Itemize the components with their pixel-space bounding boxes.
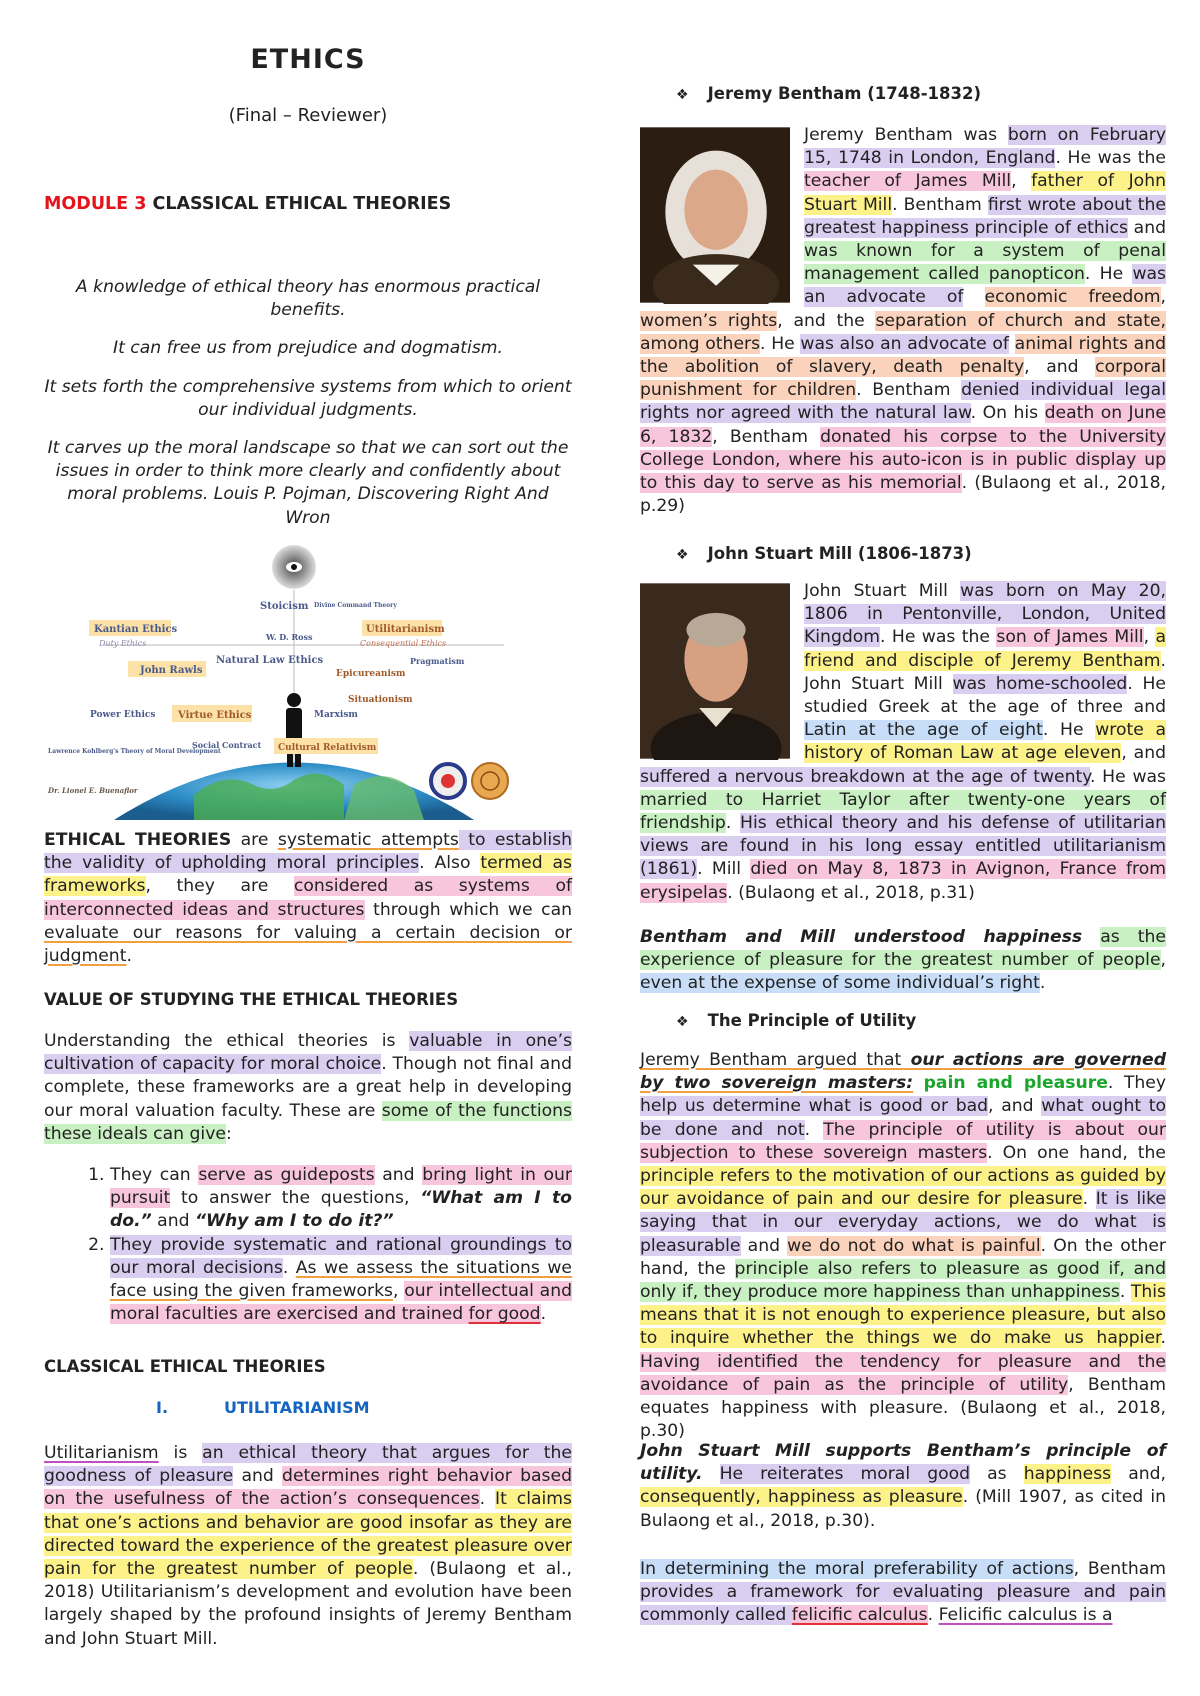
highlight: to establish the validity of upholding moral principles: [44, 830, 572, 874]
highlight: termed as frameworks: [44, 853, 572, 897]
highlight: married to Harriet Taylor after twenty-one years of friendship: [640, 789, 1166, 834]
mill-heading: [676, 544, 1200, 563]
label-divine-command: Divine Command Theory: [314, 602, 397, 609]
utility-heading: [676, 1011, 1200, 1030]
felicific-paragraph: [640, 1558, 1166, 1628]
highlight: son of James Mill: [996, 627, 1144, 648]
highlight: They provide systematic and rational groundings to our moral decisions: [110, 1234, 572, 1278]
section-heading: VALUE OF STUDYING THE ETHICAL THEORIES: [44, 990, 459, 1009]
highlight: Latin at the age of eight: [804, 720, 1043, 741]
mill-portrait: [640, 582, 790, 760]
highlight: economic freedom: [984, 287, 1161, 308]
highlight: even at the expense of some individual’s right: [640, 973, 1040, 994]
highlight: This means that it is not enough to experience pleasure, but also to inquire whether the things we do make us happier: [640, 1282, 1166, 1349]
diamond-bullet-icon: ❖: [676, 547, 689, 563]
highlight: considered as systems of interconnected ideas and structures: [44, 876, 573, 920]
seal-icon: [472, 763, 508, 799]
question: “What am I to do.”: [110, 1188, 572, 1232]
highlight: father of John Stuart Mill: [804, 171, 1166, 215]
highlight: The principle of utility is about our subjection to these sovereign masters: [640, 1119, 1166, 1163]
module-number: MODULE 3: [44, 194, 147, 214]
highlight: was born on May 20, 1806 in Pentonville, London, United Kingdom: [804, 581, 1167, 648]
label-social-contract: Social Contract: [192, 740, 262, 750]
highlight: happiness: [1023, 1464, 1112, 1485]
bentham-section: [640, 124, 1166, 518]
paragraph: John Stuart Mill supports Bentham’s principle of utility. He reiterates moral good as happiness and, consequently, happiness as pleasure. (Mill 1907, as cited in Bulaong et al., 2018, p.30).: [640, 1441, 1166, 1531]
highlight: wrote a history of Roman Law at age eleven: [804, 720, 1166, 764]
bentham-heading: [676, 84, 1200, 103]
list-item: 2. They provide systematic and rational groundings to our moral decisions. As we assess the situations we face using the given frameworks, our intellectual and moral faculties are exercised and trained for good.: [110, 1234, 572, 1327]
value-section: [44, 990, 572, 1009]
highlight: serve as guideposts: [198, 1165, 375, 1185]
highlight: determines right behavior based on the usefulness of the action’s consequences: [44, 1466, 573, 1510]
emphasis: our actions are governed by two sovereign masters:: [640, 1050, 1167, 1094]
label-pragmatism: Pragmatism: [410, 656, 465, 666]
highlight: for good: [468, 1304, 541, 1325]
question: “Why am I to do it?”: [194, 1211, 394, 1232]
diamond-bullet-icon: ❖: [676, 87, 689, 103]
highlight: felicific calculus: [791, 1605, 928, 1626]
highlight: principle also refers to pleasure as good if, and only if, they produce more happiness than unhappiness: [640, 1258, 1166, 1303]
highlight: donated his corpse to the University College London, where his auto-icon is in public display up to this day to serve as his memorial: [640, 426, 1166, 494]
paragraph: Bentham and Mill understood happiness as the experience of pleasure for the greatest number of people, even at the expense of some individual’s right.: [640, 927, 1166, 994]
highlight: corporal punishment for children: [640, 357, 1166, 401]
highlight: provides a framework for evaluating pleasure and pain commonly called: [640, 1582, 1166, 1626]
label-marxism: Marxism: [314, 710, 358, 720]
paragraph: John Stuart Mill was born on May 20, 1806 in Pentonville, London, United Kingdom. He was the son of James Mill, a friend and disciple of Jeremy Bentham. John Stuart Mill was home-schooled. He studied Greek at the age of three and Latin at the age of eight. He wrote a history of Roman Law at age eleven, and suffered a nervous breakdown at the age of twenty. He was married to Harriet Taylor after twenty-one years of friendship. His ethical theory and his defense of utilitarian views are found in his long essay entitled utilitarianism (1861). Mill died on May 8, 1873 in Avignon, France from erysipelas. (Bulaong et al., 2018, p.31): [640, 581, 1167, 903]
utility-paragraph: [640, 1049, 1166, 1443]
highlight: what ought to be done and not: [640, 1096, 1167, 1140]
label-kantian: Kantian Ethics: [94, 624, 178, 635]
module-heading: [44, 194, 451, 214]
text-span: systematic attempts: [277, 830, 459, 850]
text-span: Utilitarianism: [44, 1443, 159, 1463]
classical-heading-block: [44, 1357, 572, 1376]
paragraph: In determining the moral preferability of actions, Bentham provides a framework for evaluating pleasure and pain commonly called felicific calculus. Felicific calculus is a: [640, 1559, 1167, 1626]
label-natural-law: Natural Law Ethics: [216, 655, 324, 666]
functions-list: [44, 1164, 572, 1326]
highlight: was home-schooled: [952, 673, 1128, 694]
utilitarianism-paragraph: [44, 1442, 572, 1651]
list-item: 1. They can serve as guideposts and bring light in our pursuit to answer the questions, “What am I to do.” and “Why am I to do it?”: [110, 1164, 572, 1234]
pojman-quote: [44, 276, 572, 545]
highlight: an ethical theory that argues for the goodness of pleasure: [44, 1443, 572, 1487]
label-stoicism: Stoicism: [260, 601, 309, 612]
highlight: women’s rights: [640, 310, 778, 331]
highlight: Having identified the tendency for pleasure and the avoidance of pain as the principle of utility: [640, 1351, 1166, 1395]
diamond-bullet-icon: ❖: [676, 1014, 689, 1030]
ethical-theories-definition: [44, 829, 572, 968]
highlight: first wrote about the greatest happiness principle of ethics: [804, 194, 1166, 238]
page-subtitle: (Final – Reviewer): [228, 105, 388, 126]
highlight: His ethical theory and his defense of utilitarian views are found in his long essay entitled utilitarianism (1861): [640, 813, 1166, 880]
highlight: our intellectual and moral faculties are exercised and trained: [110, 1281, 572, 1325]
highlight: suffered a nervous breakdown at the age of twenty: [640, 766, 1090, 787]
section-heading: CLASSICAL ETHICAL THEORIES: [44, 1357, 326, 1376]
highlight: some of the functions these ideals can give: [44, 1100, 572, 1144]
mill-supports-paragraph: [640, 1440, 1166, 1533]
emphasis: John Stuart Mill supports Bentham’s principle of utility.: [640, 1441, 1166, 1485]
label-wd-ross: W. D. Ross: [266, 632, 313, 642]
highlight: valuable in one’s cultivation of capacity for moral choice: [44, 1031, 572, 1075]
functions-list-block: [44, 1164, 572, 1326]
paragraph: Jeremy Bentham was born on February 15, 1748 in London, England. He was the teacher of James Mill, father of John Stuart Mill. Bentham first wrote about the greatest happiness principle of ethics and was known for a system of penal management called panopticon. He was an advocate of economic freedom, women’s rights, and the separation of church and state, among others. He was also an advocate of animal rights and the abolition of slavery, death penalty, and corporal punishment for children. Bentham denied individual legal rights nor agreed with the natural law. On his death on June 6, 1832, Bentham donated his corpse to the University College London, where his auto-icon is in public display up to this day to serve as his memorial. (Bulaong et al., 2018, p.29): [640, 125, 1166, 517]
module-name: CLASSICAL ETHICAL THEORIES: [152, 194, 452, 214]
highlight: In determining the moral preferability of actions: [640, 1559, 1074, 1579]
highlight: death on June 6, 1832: [640, 403, 1166, 447]
highlight: consequently, happiness as pleasure: [640, 1487, 963, 1508]
mill-section: [640, 580, 1166, 905]
roman-numeral: I.: [156, 1398, 169, 1417]
bentham-portrait: [640, 126, 790, 304]
highlight: teacher of James Mill: [804, 171, 1012, 192]
highlight: born on February 15, 1748 in London, England: [804, 125, 1166, 169]
highlight: It is like saying that in our everyday actions, we do what is pleasurable: [640, 1189, 1166, 1256]
label-kohlberg: Lawrence Kohlberg's Theory of Moral Development: [48, 748, 221, 755]
paragraph: Utilitarianism is an ethical theory that argues for the goodness of pleasure and determines right behavior based on the usefulness of the action’s consequences. It claims that one’s actions and behavior are good insofar as they are directed toward the experience of the greatest pleasure over pain for the greatest number of people. (Bulaong et al., 2018) Utilitarianism’s development and evolution have been largely shaped by the profound insights of Jeremy Bentham and John Stuart Mill.: [44, 1443, 573, 1649]
highlight: a friend and disciple of Jeremy Bentham: [804, 627, 1166, 671]
section-heading: Jeremy Bentham (1748-1832): [707, 84, 982, 103]
paragraph: ETHICAL THEORIES are systematic attempts to establish the validity of upholding moral principles. Also termed as frameworks, they are considered as systems of interconnected ideas and structures through which we can evaluate our reasons for valuing a certain decision or judgment.: [44, 830, 573, 967]
highlight: help us determine what is good or bad: [640, 1096, 989, 1117]
label-consequential: Consequential Ethics: [360, 639, 447, 648]
ethics-theories-diagram: [44, 545, 572, 820]
highlight: He reiterates moral good: [719, 1464, 971, 1485]
term: ETHICAL THEORIES: [44, 830, 232, 850]
label-john-rawls: John Rawls: [140, 665, 203, 676]
text-span: evaluate our reasons for valuing a certain decision or judgment: [44, 922, 572, 967]
happiness-paragraph: [640, 926, 1166, 996]
quote-line: It can free us from prejudice and dogmatism.: [113, 338, 503, 359]
eye-pupil: [291, 564, 297, 570]
highlight: died on May 8, 1873 in Avignon, France from erysipelas: [640, 859, 1167, 903]
text-span: As we assess the situations we face using the given frameworks: [110, 1257, 572, 1302]
highlight: separation of church and state, among others: [640, 310, 1166, 354]
highlight: was also an advocate of: [800, 333, 1009, 354]
paragraph: Understanding the ethical theories is valuable in one’s cultivation of capacity for moral choice. Though not final and complete, these frameworks are a great help in developing our moral valuation faculty. These are some of the functions these ideals can give:: [44, 1031, 572, 1144]
quote-line: A knowledge of ethical theory has enormous practical benefits.: [75, 277, 541, 321]
section-heading: The Principle of Utility: [707, 1011, 917, 1030]
highlight: bring light in our pursuit: [110, 1165, 572, 1209]
highlight: animal rights and the abolition of slavery, death penalty: [640, 333, 1166, 378]
highlight: denied individual legal rights nor agreed with the natural law: [640, 380, 1166, 424]
label-author: Dr. Lionel E. Buenaflor: [48, 786, 138, 795]
section-heading: John Stuart Mill (1806-1873): [707, 544, 972, 563]
highlight: was an advocate of: [804, 264, 1166, 308]
highlight: was known for a system of penal management called panopticon: [804, 241, 1166, 285]
label-epicureanism: Epicureanism: [336, 669, 406, 679]
label-power-ethics: Power Ethics: [90, 710, 156, 720]
quote-line: It sets forth the comprehensive systems from which to orient our individual judgments.: [44, 376, 572, 420]
quote-line: It carves up the moral landscape so that we can sort out the issues in order to think more clearly and confidently about moral problems. Louis P. Pojman, Discovering Right And Wron: [47, 438, 569, 528]
label-utilitarianism: Utilitarianism: [366, 624, 445, 635]
highlight: principle refers to the motivation of our actions as guided by our avoidance of pain and our desire for pleasure: [640, 1166, 1166, 1210]
highlight: we do not do what is painful: [787, 1235, 1041, 1256]
paragraph: Jeremy Bentham argued that our actions are governed by two sovereign masters: pain and pleasure. They help us determine what is good or bad, and what ought to be done and not. The principle of utility is about our subjection to these sovereign masters. On one hand, the principle refers to the motivation of our actions as guided by our avoidance of pain and our desire for pleasure. It is like saying that in our everyday actions, we do what is pleasurable and we do not do what is painful. On the other hand, the principle also refers to pleasure as good if, and only if, they produce more happiness than unhappiness. This means that it is not enough to experience pleasure, but also to inquire whether the things we do make us happier. Having identified the tendency for pleasure and the avoidance of pain as the principle of utility, Bentham equates happiness with pleasure. (Bulaong et al., 2018, p.30): [640, 1050, 1167, 1442]
page-title: ETHICS: [250, 44, 366, 75]
highlight: It claims that one’s actions and behavior are good insofar as they are directed toward the experience of the greatest pleasure over pain for the greatest number of people: [44, 1489, 572, 1580]
subsection-title: UTILITARIANISM: [224, 1398, 370, 1417]
highlight: as the experience of pleasure for the greatest number of people: [640, 927, 1166, 971]
text-span: Jeremy Bentham argued that: [640, 1050, 911, 1070]
label-cultural-relativism: Cultural Relativism: [278, 743, 377, 753]
label-duty-ethics: Duty Ethics: [99, 639, 147, 648]
value-paragraph-block: [44, 1030, 572, 1146]
seal-center: [441, 774, 455, 788]
label-situationism: Situationism: [348, 695, 413, 705]
emphasis: Bentham and Mill understood happiness: [640, 927, 1083, 947]
emphasis: pain and pleasure: [923, 1073, 1108, 1094]
text-span: Felicific calculus is a: [938, 1605, 1113, 1626]
label-virtue-ethics: Virtue Ethics: [178, 710, 252, 721]
